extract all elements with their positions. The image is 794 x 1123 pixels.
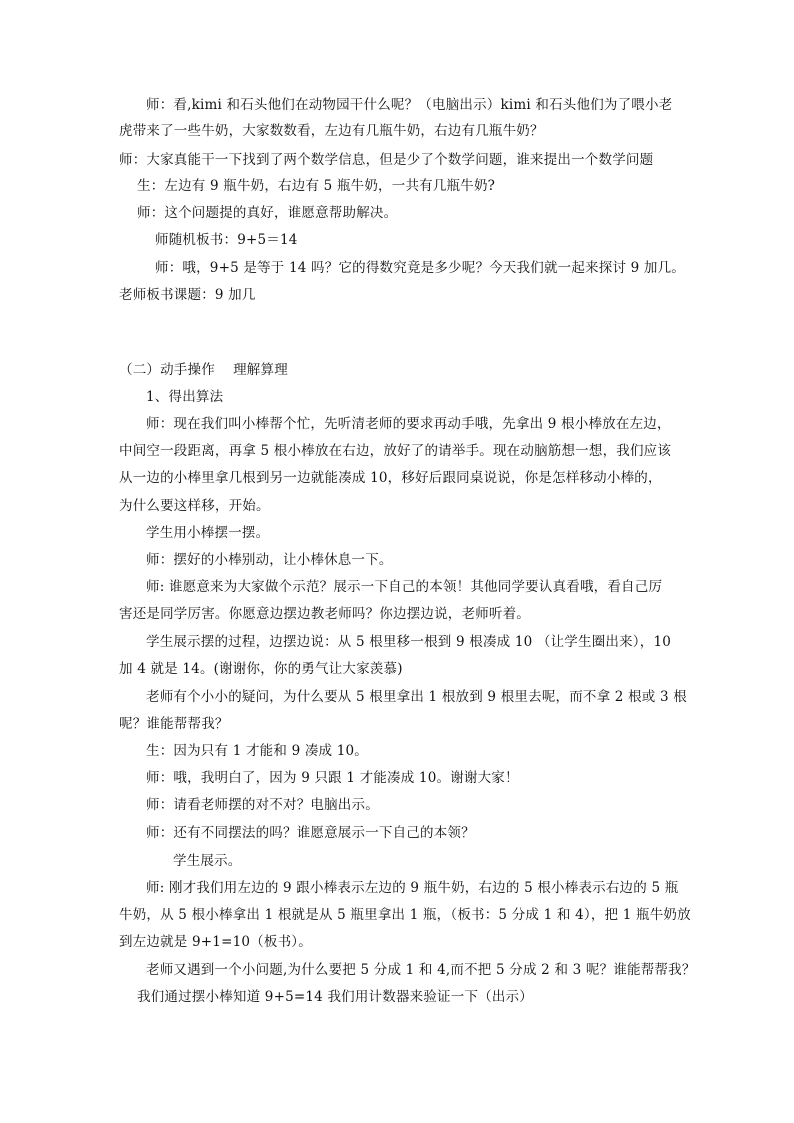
text-line: 师: 谁愿意来为大家做个示范？展示一下自己的本领！其他同学要认真看哦，看自己厉: [146, 579, 663, 595]
text-line: 师：看,kimi 和石头他们在动物园干什么呢？（电脑出示）kimi 和石头他们为了喂小老: [146, 97, 673, 113]
text-line: 老师又遇到一个小问题,为什么要把 5 分成 1 和 4,而不把 5 分成 2 和 3 呢？谁能帮帮我？: [146, 962, 696, 978]
text-line: 到左边就是 9+1=10（板书）。: [119, 934, 312, 950]
text-line: 师：这个问题提的真好，谁愿意帮助解决。: [137, 205, 398, 221]
text-line: 生：左边有 9 瓶牛奶，右边有 5 瓶牛奶，一共有几瓶牛奶?: [137, 178, 496, 194]
text-line: 学生展示。: [173, 853, 242, 869]
text-line: 师: 刚才我们用左边的 9 跟小棒表示左边的 9 瓶牛奶，右边的 5 根小棒表示右边的 5 瓶: [146, 880, 679, 896]
text-line: 从一边的小棒里拿几根到另一边就能凑成 10，移好后跟同桌说说，你是怎样移动小棒的，: [119, 470, 662, 486]
text-line: 师：现在我们叫小棒帮个忙，先听清老师的要求再动手哦，先拿出 9 根小棒放在左边，: [146, 416, 671, 432]
text-line: 师：哦，9+5 是等于 14 吗？它的得数究竟是多少呢？今天我们就一起来探讨 9 加几。: [155, 260, 686, 276]
text-line: 师：还有不同摆法的吗？谁愿意展示一下自己的本领？: [146, 825, 475, 841]
text-line: 学生展示摆的过程，边摆边说：从 5 根里移一根到 9 根凑成 10 （让学生圈出来），10: [146, 634, 672, 650]
text-line: 师：大家真能干一下找到了两个数学信息，但是少了个数学问题，谁来提出一个数学问题: [119, 152, 654, 168]
subsection-heading: 1、得出算法: [146, 389, 224, 405]
section-heading: （二）动手操作 理解算理: [119, 362, 288, 378]
text-line: 我们通过摆小棒知道 9+5=14 我们用计数器来验证一下（出示）: [137, 989, 533, 1005]
text-line: 师：摆好的小棒别动，让小棒休息一下。: [146, 552, 393, 568]
text-line: 学生用小棒摆一摆。: [146, 525, 270, 541]
text-line: 为什么要这样移，开始。: [119, 498, 270, 514]
text-line: 呢？谁能帮帮我？: [119, 716, 229, 732]
text-line: 师：哦，我明白了，因为 9 只跟 1 才能凑成 10。谢谢大家！: [146, 770, 519, 786]
text-line: 师：请看老师摆的对不对？电脑出示。: [146, 797, 379, 813]
text-line: 害还是同学厉害。你愿意边摆边教老师吗？你边摆边说，老师听着。: [119, 606, 530, 622]
text-line: 老师有个小小的疑问，为什么要从 5 根里拿出 1 根放到 9 根里去呢，而不拿 2 根或 3 根: [146, 689, 687, 705]
text-line: 加 4 就是 14。(谢谢你，你的勇气让大家羡慕): [119, 661, 403, 677]
text-line: 中间空一段距离，再拿 5 根小棒放在右边，放好了的请举手。现在动脑筋想一想，我们应该: [119, 443, 672, 459]
text-line: 师随机板书：9+5＝14: [155, 232, 298, 248]
text-line: 牛奶，从 5 根小棒拿出 1 根就是从 5 瓶里拿出 1 瓶，（板书：5 分成 1 和 4），把 1 瓶牛奶放: [119, 907, 691, 923]
text-line: 生：因为只有 1 才能和 9 凑成 10。: [146, 743, 369, 759]
text-line: 老师板书课题：9 加几: [119, 287, 256, 303]
text-line: 虎带来了一些牛奶，大家数数看，左边有几瓶牛奶，右边有几瓶牛奶？: [119, 123, 544, 139]
